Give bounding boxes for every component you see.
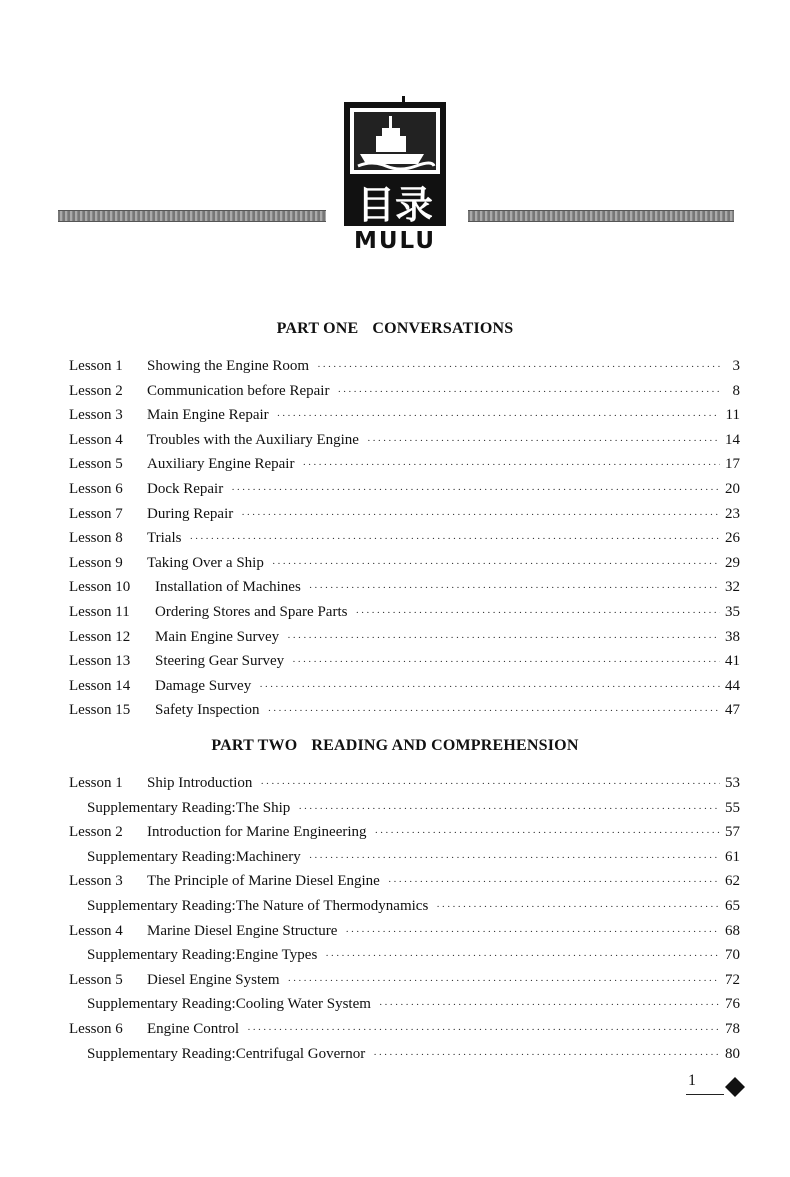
lesson-number: Lesson 3: [69, 873, 123, 890]
lesson-number: Lesson 3: [69, 407, 123, 424]
lesson-entry[interactable]: [69, 383, 740, 405]
entry-title: Dock Repair: [147, 481, 224, 497]
entry-title: Troubles with the Auxiliary Engine: [147, 431, 359, 448]
entry-title: Taking Over a Ship: [147, 554, 264, 571]
lesson-number: Lesson 10: [69, 579, 131, 596]
entry-title: Supplementary Reading:The Nature of Thermodynamics: [87, 898, 429, 914]
decorative-band-right: [468, 210, 734, 222]
page-number: 1: [688, 1072, 696, 1089]
dot-leader: [436, 901, 720, 913]
dot-leader: [241, 509, 720, 521]
entry-title: Supplementary Reading:Centrifugal Governor: [87, 1045, 366, 1062]
dot-leader: [268, 705, 720, 717]
lesson-entry[interactable]: [69, 678, 740, 700]
lesson-entry[interactable]: [69, 824, 740, 846]
dot-leader: [309, 852, 720, 864]
page-ref: 17: [725, 456, 740, 473]
page-ref: 61: [725, 848, 740, 865]
lesson-entry[interactable]: [69, 873, 740, 895]
lesson-number: Lesson 1: [69, 358, 123, 374]
lesson-entry[interactable]: [69, 456, 740, 478]
dot-leader: [231, 484, 720, 496]
page-ref: 80: [725, 1045, 740, 1062]
entry-title: Introduction for Marine Engineering: [147, 824, 367, 841]
page-ref: 78: [725, 1021, 740, 1037]
footer-rule: [686, 1094, 724, 1095]
lesson-number: Lesson 7: [69, 505, 123, 522]
page-ref: 47: [725, 702, 740, 719]
page-ref: 29: [725, 554, 740, 571]
lesson-entry[interactable]: [69, 604, 740, 626]
entry-title: Steering Gear Survey: [155, 653, 285, 670]
entry-title: Auxiliary Engine Repair: [147, 456, 295, 473]
dot-leader: [309, 582, 720, 594]
supplementary-entry[interactable]: [87, 800, 740, 822]
lesson-entry[interactable]: [69, 972, 740, 994]
entry-title: Main Engine Survey: [155, 628, 280, 645]
lesson-number: Lesson 6: [69, 481, 123, 497]
lesson-entry[interactable]: [69, 775, 740, 797]
page-header: [0, 0, 790, 260]
lesson-number: Lesson 2: [69, 382, 123, 399]
page-ref: 3: [732, 358, 740, 374]
lesson-number: Lesson 5: [69, 456, 123, 473]
dot-leader: [345, 926, 720, 938]
dot-leader: [260, 778, 720, 790]
lesson-entry[interactable]: [69, 629, 740, 651]
decorative-band-left: [58, 210, 326, 222]
entry-title: Ordering Stores and Spare Parts: [155, 604, 348, 620]
dot-leader: [292, 656, 720, 668]
lesson-number: Lesson 1: [69, 775, 123, 791]
entry-title: Supplementary Reading:Machinery: [87, 848, 301, 865]
lesson-number: Lesson 9: [69, 554, 123, 571]
page-ref: 76: [725, 996, 740, 1013]
dot-leader: [247, 1024, 720, 1036]
lesson-entry[interactable]: [69, 358, 740, 380]
dot-leader: [298, 803, 720, 815]
part-two-heading: [0, 737, 790, 755]
lesson-number: Lesson 2: [69, 824, 123, 841]
supplementary-entry[interactable]: [87, 849, 740, 871]
diamond-icon: [724, 1076, 746, 1098]
entry-title: During Repair: [147, 505, 234, 522]
dot-leader: [388, 876, 720, 888]
dot-leader: [355, 607, 720, 619]
entry-title: Communication before Repair: [147, 382, 330, 399]
lesson-number: Lesson 8: [69, 530, 123, 547]
entry-title: Supplementary Reading:Engine Types: [87, 947, 318, 964]
entry-title: Showing the Engine Room: [147, 358, 310, 374]
page-ref: 20: [725, 481, 740, 497]
lesson-entry[interactable]: [69, 432, 740, 454]
part-one-label: PART ONE: [276, 320, 359, 337]
supplementary-entry[interactable]: [87, 898, 740, 920]
lesson-number: Lesson 4: [69, 431, 123, 448]
dot-leader: [317, 361, 720, 373]
entry-title: The Principle of Marine Diesel Engine: [147, 873, 380, 890]
page-ref: 11: [725, 407, 740, 424]
page-ref: 35: [725, 604, 740, 620]
page-ref: 23: [725, 505, 740, 522]
lesson-number: Lesson 13: [69, 653, 131, 670]
supplementary-entry[interactable]: [87, 947, 740, 969]
part-one-name: CONVERSATIONS: [372, 320, 514, 337]
page-footer: [686, 1072, 746, 1102]
lesson-number: Lesson 6: [69, 1021, 123, 1037]
entry-title: Main Engine Repair: [147, 407, 269, 424]
dot-leader: [259, 681, 720, 693]
entry-title: Safety Inspection: [155, 702, 260, 719]
lesson-number: Lesson 5: [69, 971, 123, 988]
lesson-number: Lesson 14: [69, 677, 131, 694]
entry-title: Supplementary Reading:Cooling Water System: [87, 996, 371, 1013]
lesson-entry[interactable]: [69, 530, 740, 552]
entry-title: Supplementary Reading:The Ship: [87, 799, 291, 816]
page-ref: 53: [725, 775, 740, 791]
page-ref: 65: [725, 898, 740, 914]
dot-leader: [379, 999, 720, 1011]
dot-leader: [373, 1049, 720, 1061]
page-ref: 55: [725, 799, 740, 816]
lesson-entry[interactable]: [69, 1021, 740, 1043]
lesson-entry[interactable]: [69, 579, 740, 601]
page-ref: 38: [725, 628, 740, 645]
dot-leader: [367, 435, 720, 447]
lesson-entry[interactable]: [69, 407, 740, 429]
supplementary-entry[interactable]: [87, 1046, 740, 1068]
title-cn: 目录: [356, 183, 434, 226]
supplementary-entry[interactable]: [87, 996, 740, 1018]
page-ref: 8: [732, 382, 740, 399]
dot-leader: [272, 558, 720, 570]
title-pinyin: MULU: [353, 228, 437, 254]
lesson-number: Lesson 11: [69, 604, 130, 620]
entry-title: Trials: [147, 530, 182, 547]
entry-title: Diesel Engine System: [147, 971, 280, 988]
page-ref: 70: [725, 947, 740, 964]
lesson-entry[interactable]: [69, 506, 740, 528]
page-ref: 32: [725, 579, 740, 596]
page-ref: 62: [725, 873, 740, 890]
part-two-name: READING AND COMPREHENSION: [311, 737, 579, 754]
lesson-number: Lesson 12: [69, 628, 131, 645]
dot-leader: [337, 386, 720, 398]
lesson-entry[interactable]: [69, 702, 740, 724]
ship-emblem-icon: [342, 96, 448, 226]
part-one-heading: [0, 320, 790, 338]
dot-leader: [287, 632, 720, 644]
lesson-number: Lesson 4: [69, 922, 123, 939]
lesson-entry[interactable]: [69, 555, 740, 577]
page-ref: 68: [725, 922, 740, 939]
page-ref: 26: [725, 530, 740, 547]
dot-leader: [302, 459, 720, 471]
entry-title: Marine Diesel Engine Structure: [147, 922, 338, 939]
page-ref: 72: [725, 971, 740, 988]
dot-leader: [287, 975, 720, 987]
lesson-entry[interactable]: [69, 653, 740, 675]
page-ref: 14: [725, 431, 740, 448]
entry-title: Engine Control: [147, 1021, 240, 1037]
lesson-entry[interactable]: [69, 923, 740, 945]
entry-title: Ship Introduction: [147, 775, 253, 791]
part-two-label: PART TWO: [211, 737, 298, 754]
lesson-number: Lesson 15: [69, 702, 131, 719]
dot-leader: [277, 410, 720, 422]
entry-title: Damage Survey: [155, 677, 252, 694]
dot-leader: [189, 533, 720, 545]
page-ref: 44: [725, 677, 740, 694]
dot-leader: [325, 950, 720, 962]
dot-leader: [375, 827, 720, 839]
entry-title: Installation of Machines: [155, 579, 301, 596]
lesson-entry[interactable]: [69, 481, 740, 503]
page-ref: 41: [725, 653, 740, 670]
page-ref: 57: [725, 824, 740, 841]
